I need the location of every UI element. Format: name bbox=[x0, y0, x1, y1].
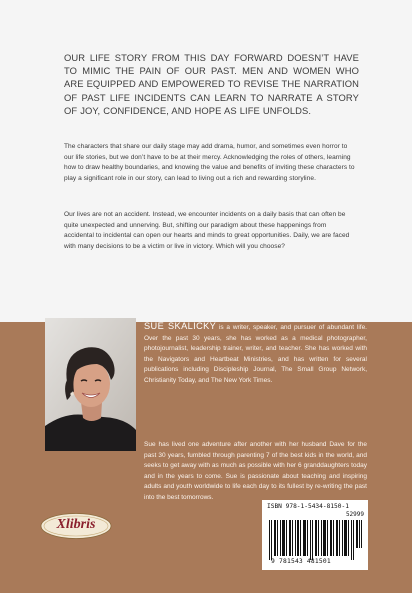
isbn-label: ISBN 978-1-5434-8150-1 bbox=[267, 503, 349, 510]
author-bio-paragraph-2: Sue has lived one adventure after another with her husband Dave for the past 30 years, fumbled through parenting 7 of the best kids in the world, and seeks to get away with as much as possible with her 6 granddaughters today and in the years to come. Sue is passionate about teaching and inspiring adults and youth worldwide to life each day to its fullest by re-writing the past into the best tomorrows. bbox=[144, 441, 367, 501]
ean-digits: 9 781543 481501 bbox=[271, 558, 331, 565]
price-code: 52999 bbox=[345, 511, 364, 518]
barcode-box bbox=[262, 500, 368, 570]
author-name: SUE SKALICKY bbox=[144, 321, 217, 331]
author-portrait-image bbox=[45, 318, 136, 451]
author-bio-paragraph-1 bbox=[144, 321, 367, 387]
publisher-name: Xlibris bbox=[56, 517, 96, 532]
barcode-bars bbox=[267, 520, 363, 560]
blurb-paragraph-2: Our lives are not an accident. Instead, we encounter incidents on a daily basis that can often be quite unexpected and unnerving. But, shifting our paradigm about these happenings from accidental to incidental can open our hearts and minds to great opportunities. Daily, we are faced with many decisions to be a victim or live in victory. Which will you choose? bbox=[64, 211, 350, 250]
author-bio-text: is a writer, speaker, and pursuer of abundant life. Over the past 30 years, she has worked as a medical photographer, photojournalist, leadership trainer, writer, and teacher. She has worked with the Navigators and Heartbeat Ministries, and has written for several publications including Discipleship Journal, The Small Group Network, Christianity Today, and The New York Times. bbox=[144, 324, 367, 384]
publisher-logo bbox=[40, 512, 112, 540]
author-photo bbox=[45, 318, 136, 451]
headline-text: OUR LIFE STORY FROM THIS DAY FORWARD DOESN’T HAVE TO MIMIC THE PAIN OF OUR PAST. MEN AND WOMEN WHO ARE EQUIPPED AND EMPOWERED TO REVISE THE NARRATION OF PAST LIFE INCIDENTS CAN LEARN TO NARRATE A STORY OF JOY, CONFIDENCE, AND HOPE AS LIFE UNFOLDS. bbox=[64, 52, 359, 116]
blurb-paragraph-1: The characters that share our daily stage may add drama, humor, and sometimes even horror to our life stories, but we don’t have to be at their mercy. Acknowledging the roles of others, learning how to draw healthy boundaries, and knowing the value and benefits of inviting these characters to play a significant role in our story, can lead to living out a rich and rewarding storyline. bbox=[64, 143, 355, 182]
